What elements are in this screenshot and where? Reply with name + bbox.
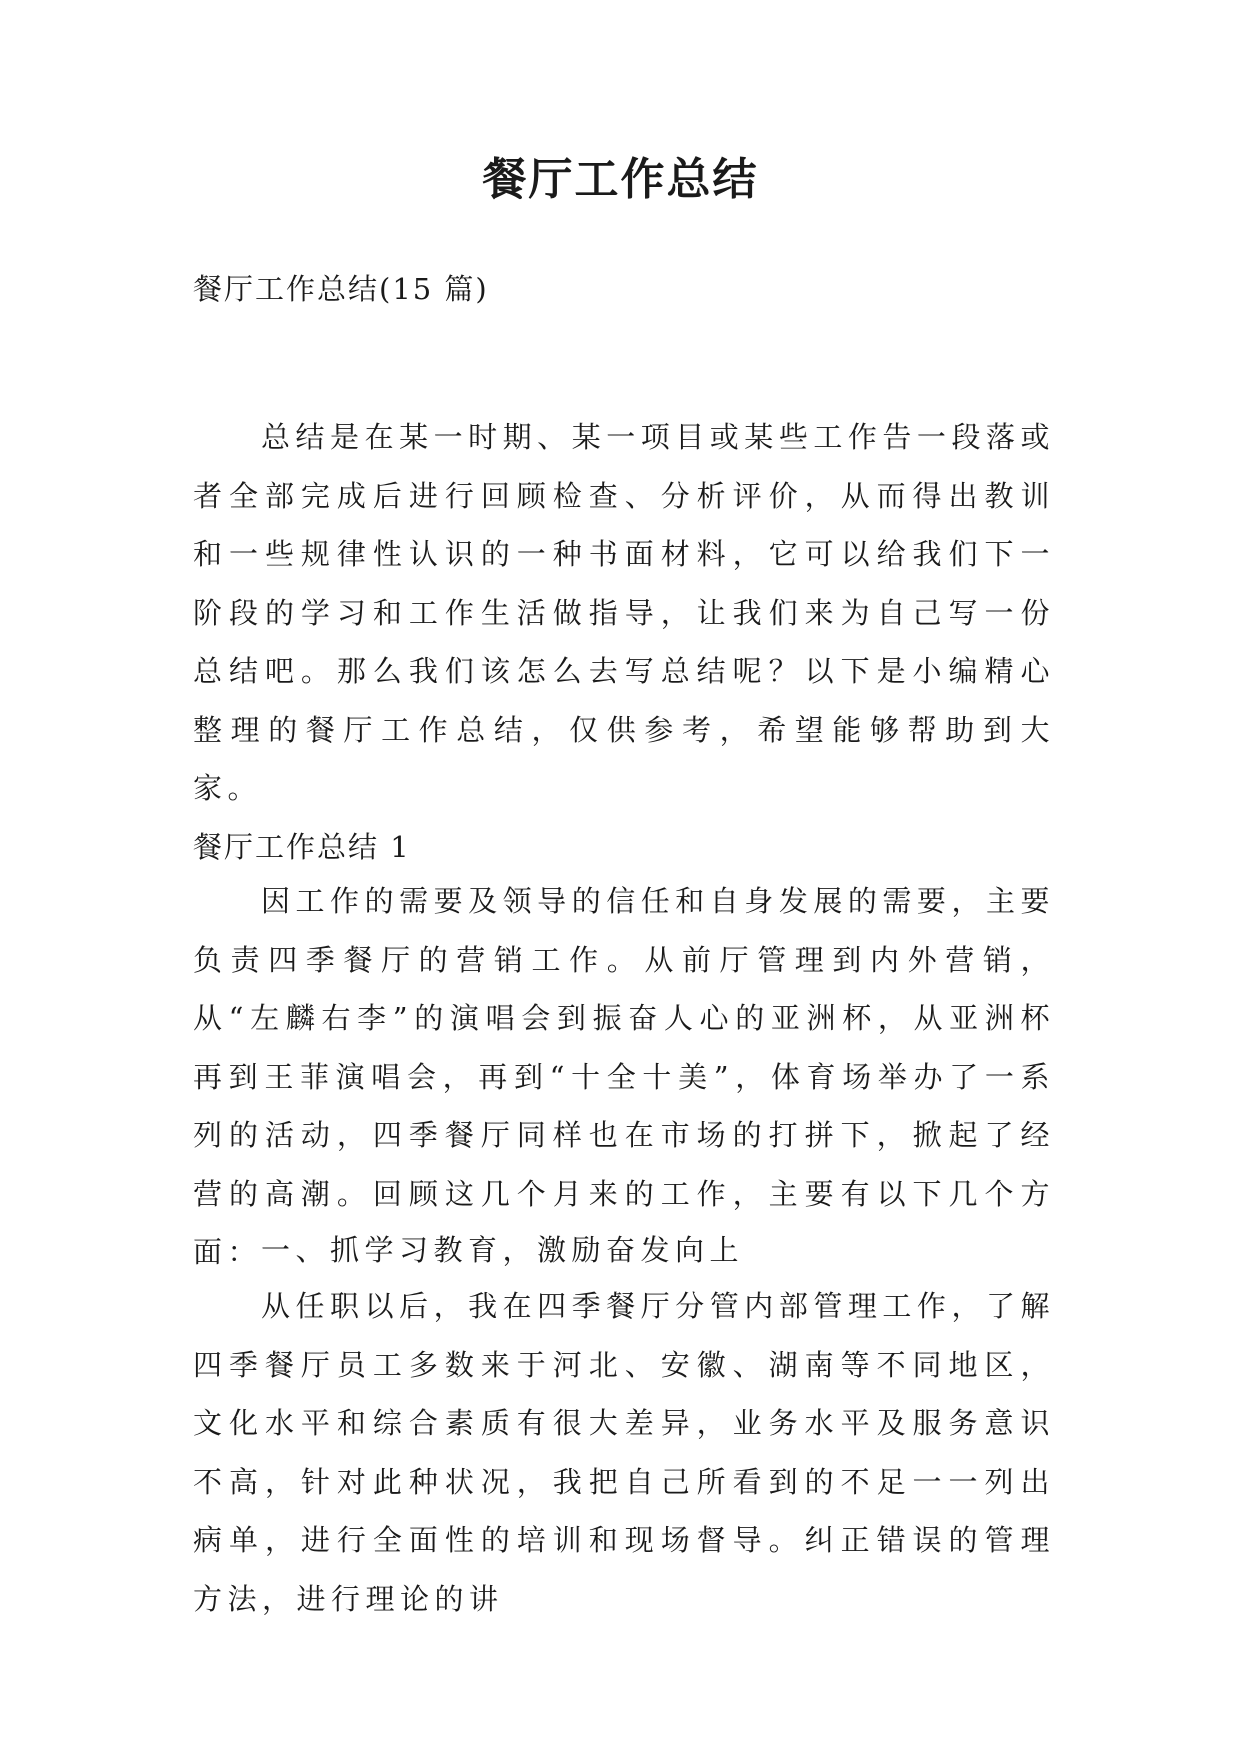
document-title: 餐厅工作总结 — [482, 154, 759, 205]
section-heading: 餐厅工作总结 1 — [193, 830, 411, 864]
intro-paragraph: 总结是在某一时期、某一项目或某些工作告一段落或者全部完成后进行回顾检查、分析评价，从而得出教训和一些规律性认识的一种书面材料，它可以给我们下一阶段的学习和工作生活做指导，让我们来为自己写一份总结吧。那么我们该怎么去写总结呢？以下是小编精心整理的餐厅工作总结，仅供参考，希望能够帮助到大家。 — [193, 420, 1055, 805]
body-paragraph-1: 因工作的需要及领导的信任和自身发展的需要，主要负责四季餐厅的营销工作。从前厅管理到内外营销，从“左麟右李”的演唱会到振奋人心的亚洲杯，从亚洲杯再到王菲演唱会，再到“十全十美”，体育场举办了一系列的活动，四季餐厅同样也在市场的打拼下，掀起了经营的高潮。回顾这几个月来的工作，主要有以下几个方面： — [193, 884, 1055, 1269]
body-paragraph-2: 从任职以后，我在四季餐厅分管内部管理工作，了解四季餐厅员工多数来于河北、安徽、湖南等不同地区，文化水平和综合素质有很大差异，业务水平及服务意识不高，针对此种状况，我把自己所看到的不足一一列出病单，进行全面性的培训和现场督导。纠正错误的管理方法，进行理论的讲 — [193, 1289, 1055, 1616]
sub-heading: 一、抓学习教育，激励奋发向上 — [261, 1233, 745, 1267]
document-subtitle: 餐厅工作总结(15 篇) — [193, 272, 489, 306]
